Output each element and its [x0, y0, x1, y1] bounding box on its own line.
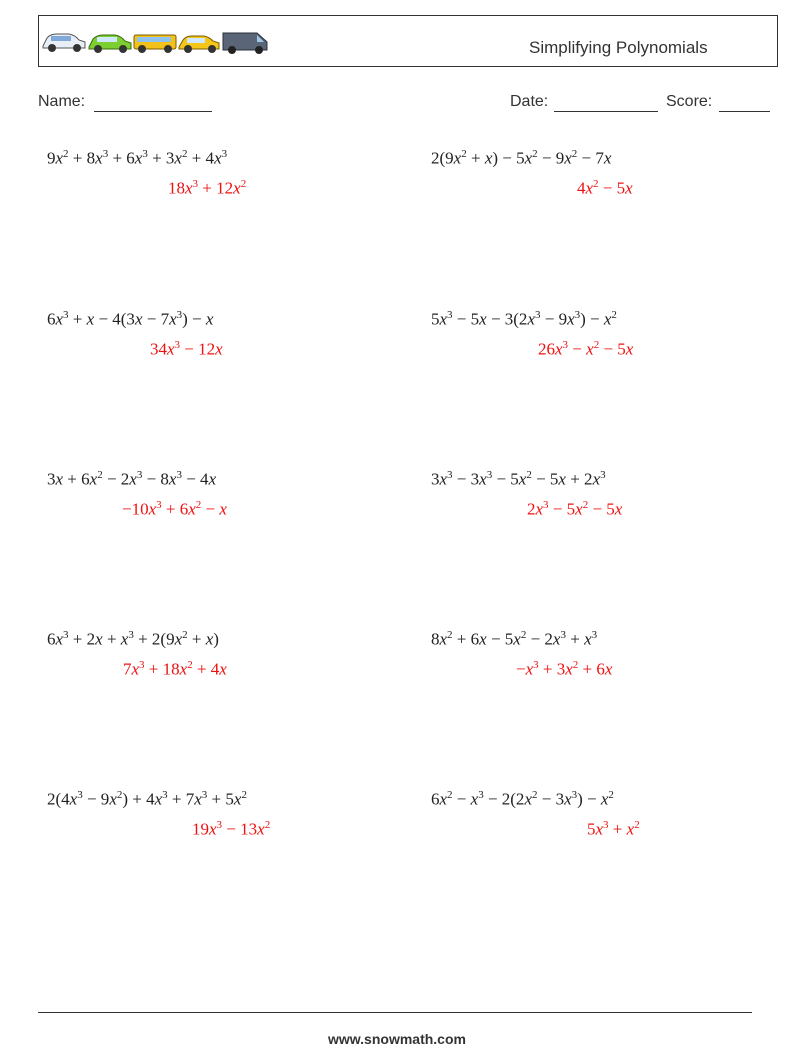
date-field[interactable]	[554, 93, 658, 112]
problem-answer: $5x^3 + x^2$	[587, 819, 640, 839]
problem-answer: $26x^3 - x^2 - 5x$	[538, 339, 634, 359]
score-label: Score:	[666, 93, 713, 110]
problem-question: $6x^2 - x^3 - 2(2x^2 - 3x^3) - x^2$	[431, 789, 614, 809]
name-label: Name:	[38, 93, 86, 110]
problem-answer: $-10x^3 + 6x^2 - x$	[122, 499, 227, 519]
problem-answer: $4x^2 - 5x$	[577, 178, 633, 198]
problem-question: $8x^2 + 6x - 5x^2 - 2x^3 + x^3$	[431, 629, 598, 649]
problem-question: $6x^3 + 2x + x^3 + 2(9x^2 + x)$	[47, 629, 219, 649]
problem-question: $3x + 6x^2 - 2x^3 - 8x^3 - 4x$	[47, 469, 217, 489]
worksheet-title: Simplifying Polynomials	[529, 38, 708, 57]
white-car-icon	[43, 34, 85, 52]
problem-answer: $7x^3 + 18x^2 + 4x$	[123, 659, 227, 679]
problem-question: $6x^3 + x - 4(3x - 7x^3) - x$	[47, 309, 214, 329]
yellow-car-icon	[179, 36, 219, 53]
gray-van-icon	[223, 33, 267, 54]
worksheet-header	[38, 15, 778, 67]
problem-question: $2(4x^3 - 9x^2) + 4x^3 + 7x^3 + 5x^2$	[47, 789, 247, 809]
problem-answer: $19x^3 - 13x^2$	[192, 819, 271, 839]
problem-question: $5x^3 - 5x - 3(2x^3 - 9x^3) - x^2$	[431, 309, 617, 329]
yellow-bus-icon	[134, 35, 176, 53]
footer-divider	[38, 1012, 752, 1013]
name-field[interactable]	[94, 93, 212, 112]
footer-url[interactable]: www.snowmath.com	[328, 1031, 466, 1047]
problem-question: $3x^3 - 3x^3 - 5x^2 - 5x + 2x^3$	[431, 469, 606, 489]
score-field[interactable]	[719, 93, 770, 112]
problem-answer: $2x^3 - 5x^2 - 5x$	[527, 499, 623, 519]
problem-question: $9x^2 + 8x^3 + 6x^3 + 3x^2 + 4x^3$	[47, 148, 228, 168]
green-car-icon	[89, 35, 131, 53]
problem-answer: $34x^3 - 12x$	[150, 339, 223, 359]
header-logo	[41, 26, 271, 56]
problem-answer: $18x^3 + 12x^2$	[168, 178, 247, 198]
date-label: Date:	[510, 93, 549, 110]
problem-question: $2(9x^2 + x) - 5x^2 - 9x^2 - 7x$	[431, 148, 612, 168]
problem-answer: $-x^3 + 3x^2 + 6x$	[516, 659, 613, 679]
student-info-row	[38, 93, 770, 115]
